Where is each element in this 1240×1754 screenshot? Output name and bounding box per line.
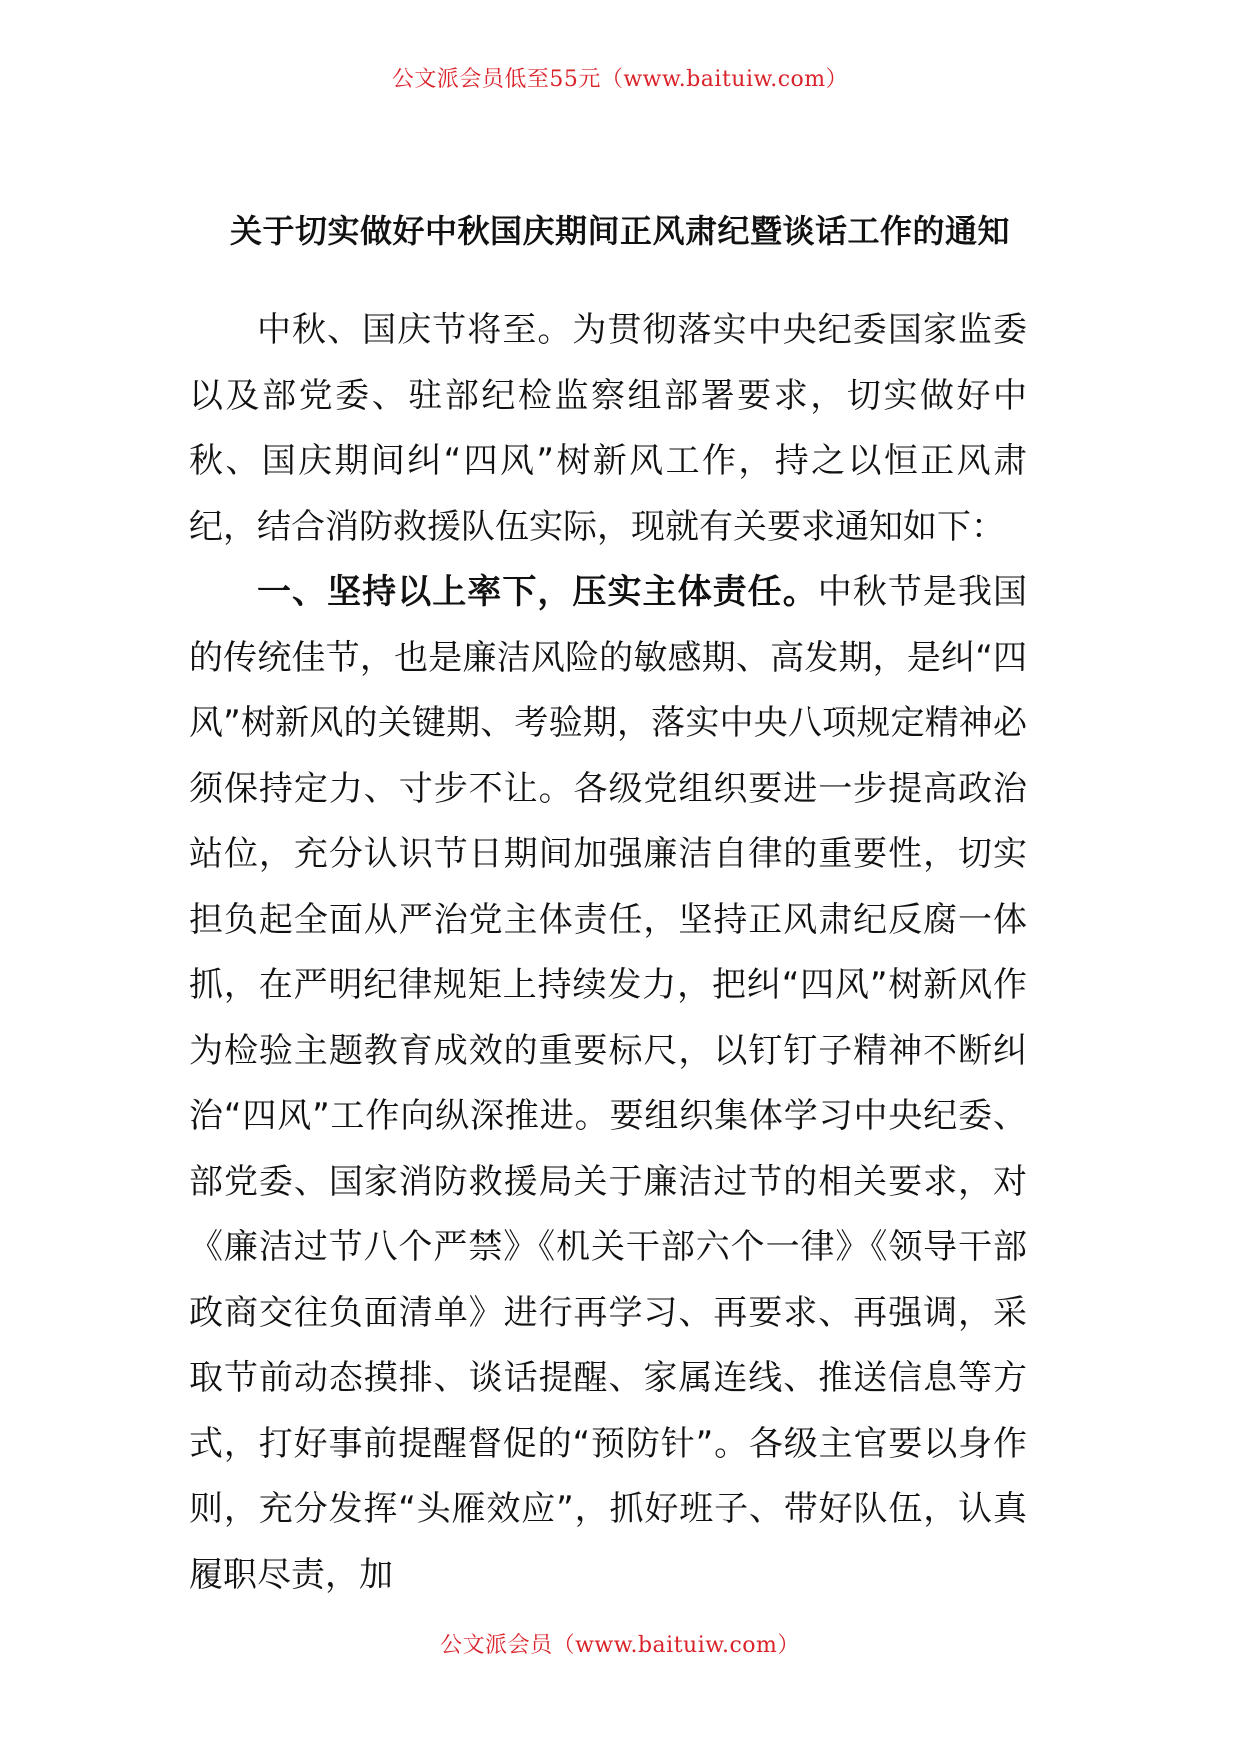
footer-promo-link[interactable]: 公文派会员（www.baituiw.com）	[440, 1633, 800, 1658]
section-1-paragraph	[189, 560, 1027, 1608]
document-body	[189, 298, 1027, 1608]
intro-paragraph: 中秋、国庆节将至。为贯彻落实中央纪委国家监委以及部党委、驻部纪检监察组部署要求，切实做好中秋、国庆期间纠“四风”树新风工作，持之以恒正风肃纪，结合消防救援队伍实际，现就有关要求通知如下：	[189, 310, 1027, 547]
header-promo-link[interactable]: 公文派会员低至55元（www.baituiw.com）	[391, 67, 849, 92]
document-title: 关于切实做好中秋国庆期间正风肃纪暨谈话工作的通知	[229, 212, 1010, 250]
section-1-text: 中秋节是我国的传统佳节，也是廉洁风险的敏感期、高发期，是纠“四风”树新风的关键期、考验期，落实中央八项规定精神必须保持定力、寸步不让。各级党组织要进一步提高政治站位，充分认识节日期间加强廉洁自律的重要性，切实担负起全面从严治党主体责任，坚持正风肃纪反腐一体抓，在严明纪律规矩上持续发力，把纠“四风”树新风作为检验主题教育成效的重要标尺，以钉钉子精神不断纠治“四风”工作向纵深推进。要组织集体学习中央纪委、部党委、国家消防救援局关于廉洁过节的相关要求，对《廉洁过节八个严禁》《机关干部六个一律》《领导干部政商交往负面清单》进行再学习、再要求、再强调，采取节前动态摸排、谈话提醒、家属连线、推送信息等方式，打好事前提醒督促的“预防针”。各级主官要以身作则，充分发挥“头雁效应”，抓好班子、带好队伍，认真履职尽责，加	[189, 572, 1028, 1595]
section-1-heading: 一、坚持以上率下，压实主体责任。	[257, 572, 818, 612]
